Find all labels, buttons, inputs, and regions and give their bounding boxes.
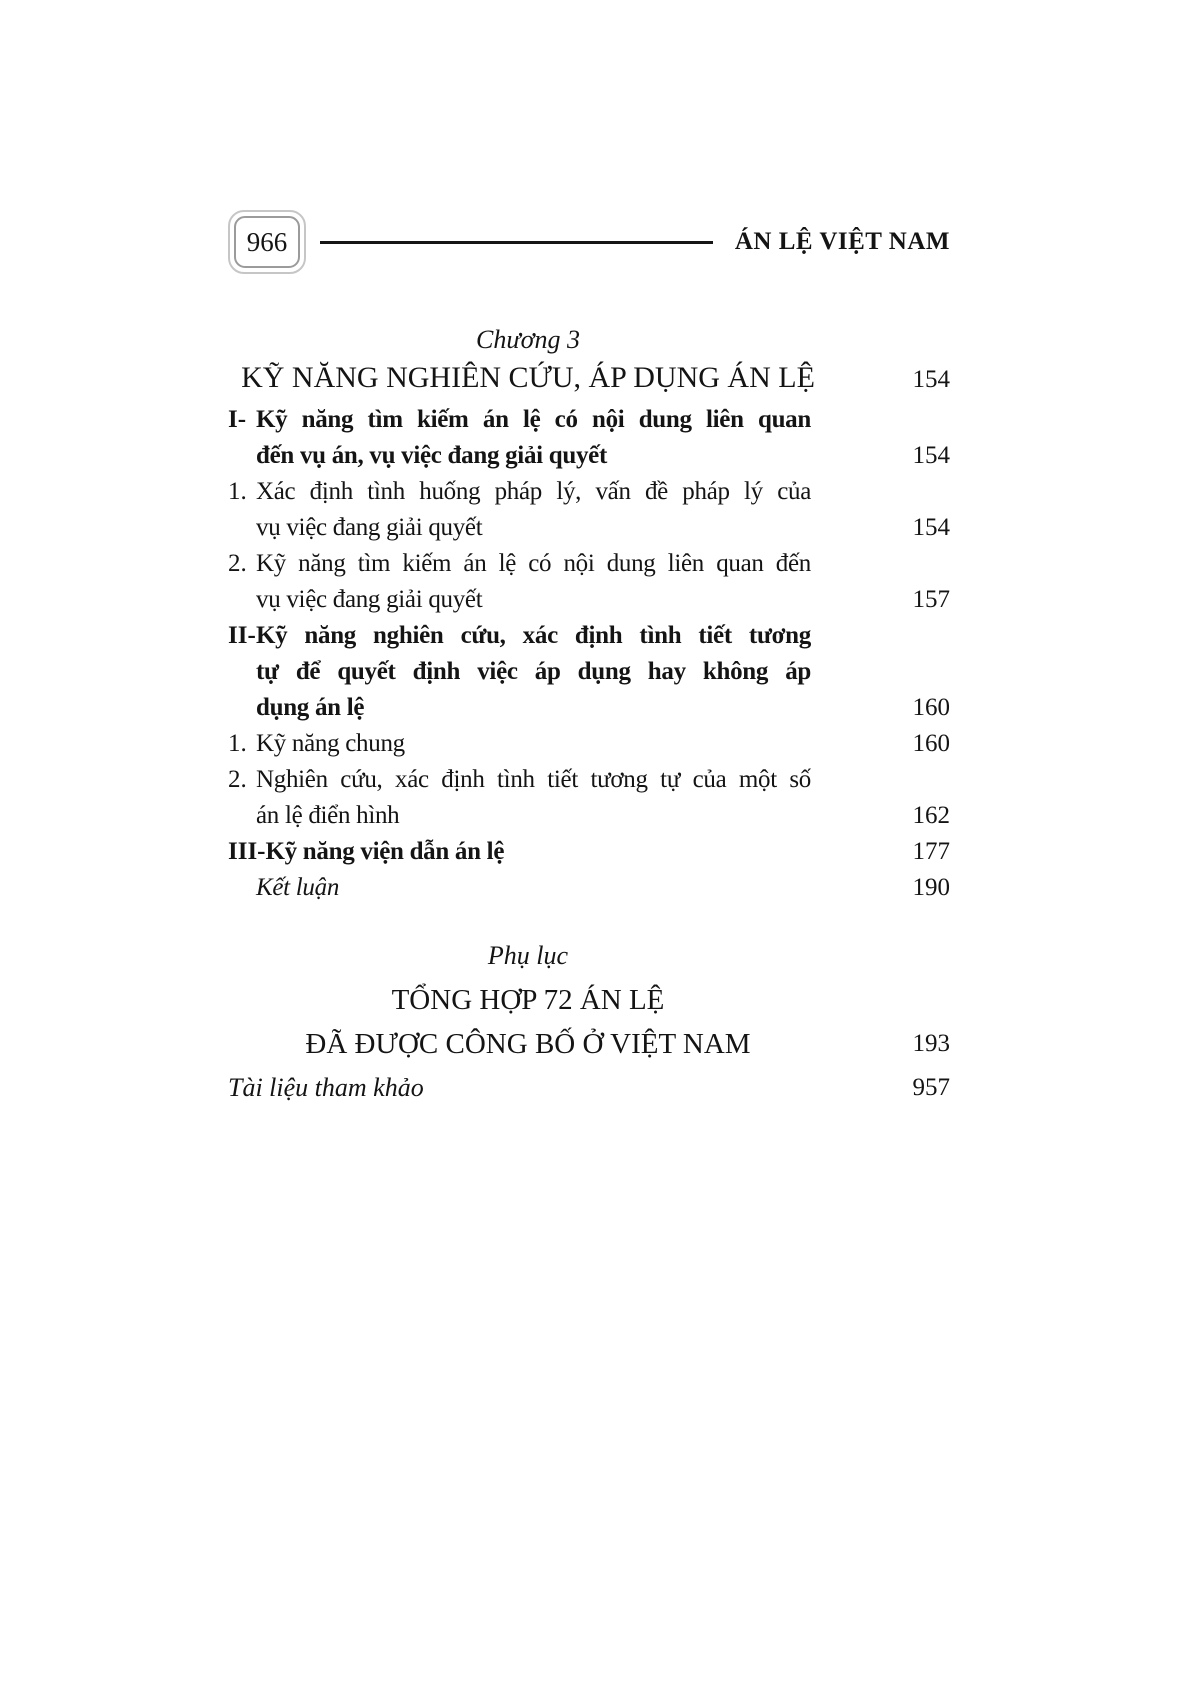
toc-entry-page: 157	[912, 586, 950, 613]
toc-entry-line: án lệ điển hình	[256, 802, 400, 829]
toc-entry-text	[266, 834, 821, 870]
toc-entry-text	[256, 618, 811, 726]
toc-entry-line: Kỹ năng chung	[256, 730, 405, 757]
toc-entry	[228, 834, 950, 870]
toc-entry-page: 154	[912, 514, 950, 541]
references-label: Tài liệu tham khảo	[228, 1073, 424, 1102]
toc-entry	[228, 546, 950, 618]
toc-entry-marker: 2.	[228, 766, 247, 793]
toc-entry-marker: 1.	[228, 478, 247, 505]
page-header	[228, 210, 950, 274]
page-number-badge	[228, 210, 306, 274]
toc-entry	[228, 726, 950, 762]
toc-entry-line: Kỹ năng viện dẫn án lệ	[265, 838, 505, 865]
toc-entry-page: 190	[912, 874, 950, 901]
toc-entry	[228, 474, 950, 546]
toc-entry-line: tự để quyết định việc áp dụng hay không áp	[256, 658, 811, 685]
chapter-heading	[228, 322, 950, 398]
toc-entry-page: 177	[912, 838, 950, 865]
toc-entry-text	[256, 870, 811, 906]
toc-entry-marker: I-	[228, 406, 247, 433]
toc-entry	[228, 870, 950, 906]
appendix-title-line-2: ĐÃ ĐƯỢC CÔNG BỐ Ở VIỆT NAM	[305, 1028, 751, 1060]
toc-entry-page: 160	[912, 730, 950, 757]
appendix-title-line-1: TỔNG HỢP 72 ÁN LỆ	[391, 984, 665, 1016]
toc-entry-line: Kỹ năng tìm kiếm án lệ có nội dung liên quan	[256, 406, 811, 433]
toc-entry-text	[256, 402, 811, 474]
toc-entry-line: vụ việc đang giải quyết	[256, 586, 483, 613]
appendix-label: Phụ lục	[487, 941, 569, 970]
toc-entry-text	[256, 726, 811, 762]
toc-entry-line: Xác định tình huống pháp lý, vấn đề pháp lý của	[256, 478, 811, 505]
appendix-page: 193	[912, 1030, 950, 1057]
toc-entry	[228, 762, 950, 834]
toc-entry-marker	[228, 870, 256, 906]
references-row	[228, 1070, 950, 1106]
toc-entry-marker: 1.	[228, 730, 247, 757]
toc-entry-line: đến vụ án, vụ việc đang giải quyết	[256, 442, 607, 469]
toc-entry-text	[256, 474, 811, 546]
toc-entry-text	[256, 546, 811, 618]
toc-entry-page: 160	[912, 694, 950, 721]
toc-entry-line: dụng án lệ	[256, 694, 365, 721]
chapter-title: KỸ NĂNG NGHIÊN CỨU, ÁP DỤNG ÁN LỆ	[241, 361, 815, 394]
toc-content	[228, 322, 950, 1106]
toc-entry-page: 154	[912, 442, 950, 469]
toc-entry-line: Kỹ năng tìm kiếm án lệ có nội dung liên quan đến	[256, 550, 811, 577]
toc-entry-line: Kỹ năng nghiên cứu, xác định tình tiết tương	[256, 622, 811, 649]
toc-entry-line: Nghiên cứu, xác định tình tiết tương tự của một số	[256, 766, 811, 793]
running-head: ÁN LỆ VIỆT NAM	[734, 228, 950, 255]
page-number: 966	[234, 216, 300, 268]
chapter-label: Chương 3	[476, 325, 580, 354]
toc-entry-text	[256, 762, 811, 834]
toc-entry-marker: II-	[228, 622, 256, 649]
appendix-heading	[228, 934, 950, 1066]
toc-entry	[228, 618, 950, 726]
toc-entry	[228, 402, 950, 474]
toc-entry-marker: III-	[228, 838, 266, 865]
header-rule	[320, 241, 713, 244]
toc-entry-line: Kết luận	[256, 874, 340, 901]
chapter-page: 154	[912, 366, 950, 393]
references-page: 957	[912, 1074, 950, 1101]
toc-entry-marker: 2.	[228, 550, 247, 577]
toc-entry-line: vụ việc đang giải quyết	[256, 514, 483, 541]
toc-entries	[228, 402, 950, 906]
toc-entry-page: 162	[912, 802, 950, 829]
